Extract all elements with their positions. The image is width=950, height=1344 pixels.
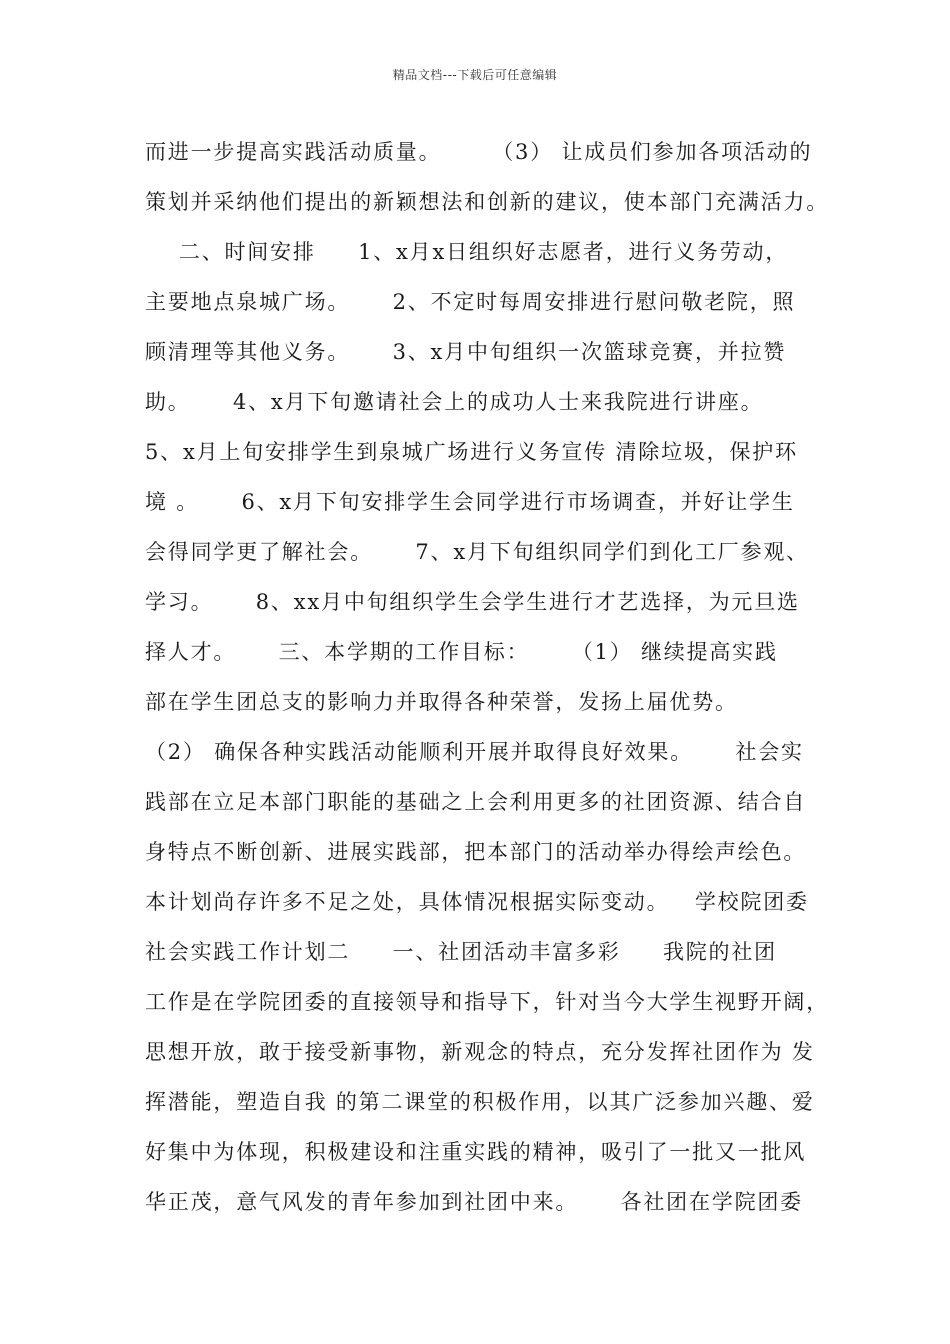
text-line: 主要地点泉城广场。 2、不定时每周安排进行慰问敬老院，照 — [145, 290, 796, 314]
document-body — [145, 133, 829, 1233]
text-line: 部在学生团总支的影响力并取得各种荣誉，发扬上届优势。 — [145, 690, 738, 714]
text-line: 策划并采纳他们提出的新颖想法和创新的建议，使本部门充满活力。 — [145, 190, 829, 214]
text-line: 助。 4、x月下旬邀请社会上的成功人士来我院进行讲座。 — [145, 390, 764, 414]
text-line: 工作是在学院团委的直接领导和指导下，针对当今大学生视野开阔， — [145, 990, 829, 1014]
text-line: 5、x月上旬安排学生到泉城广场进行义务宣传 清除垃圾，保护环 — [145, 440, 798, 464]
text-line: 二、时间安排 1、x月x日组织好志愿者，进行义务劳动， — [145, 240, 789, 264]
text-line: 思想开放，敢于接受新事物，新观念的特点，充分发挥社团作为 发 — [145, 1040, 815, 1064]
text-line: 身特点不断创新、进展实践部，把本部门的活动举办得绘声绘色。 — [145, 840, 807, 864]
text-line: 顾清理等其他义务。 3、x月中旬组织一次篮球竞赛，并拉赞 — [145, 340, 787, 364]
text-line: 境 。 6、x月下旬安排学生会同学进行市场调查，并好让学生 — [145, 490, 795, 514]
text-line: 社会实践工作计划二 一、社团活动丰富多彩 我院的社团 — [145, 940, 777, 964]
text-line: 挥潜能，塑造自我 的第二课堂的积极作用，以其广泛参加兴趣、爱 — [145, 1090, 815, 1114]
text-line: 本计划尚存许多不足之处，具体情况根据实际变动。 学校院团委 — [145, 890, 809, 914]
text-line: 华正茂，意气风发的青年参加到社团中来。 各社团在学院团委 — [145, 1190, 803, 1214]
text-line: 践部在立足本部门职能的基础之上会利用更多的社团资源、结合自 — [145, 790, 807, 814]
page-header: 精品文档---下载后可任意编辑 — [392, 68, 558, 82]
text-line: 会得同学更了解社会。 7、x月下旬组织同学们到化工厂参观、 — [145, 540, 809, 564]
text-line: 择人才。 三、本学期的工作目标： （1） 继续提高实践 — [145, 640, 778, 664]
text-line: 学习。 8、xx月中旬组织学生会学生进行才艺选择，为元旦选 — [145, 590, 800, 614]
text-line: 而进一步提高实践活动质量。 （3） 让成员们参加各项活动的 — [145, 140, 813, 164]
text-line: （2） 确保各种实践活动能顺利开展并取得良好效果。 社会实 — [145, 740, 804, 764]
text-line: 好集中为体现，积极建设和注重实践的精神，吸引了一批又一批风 — [145, 1140, 807, 1164]
